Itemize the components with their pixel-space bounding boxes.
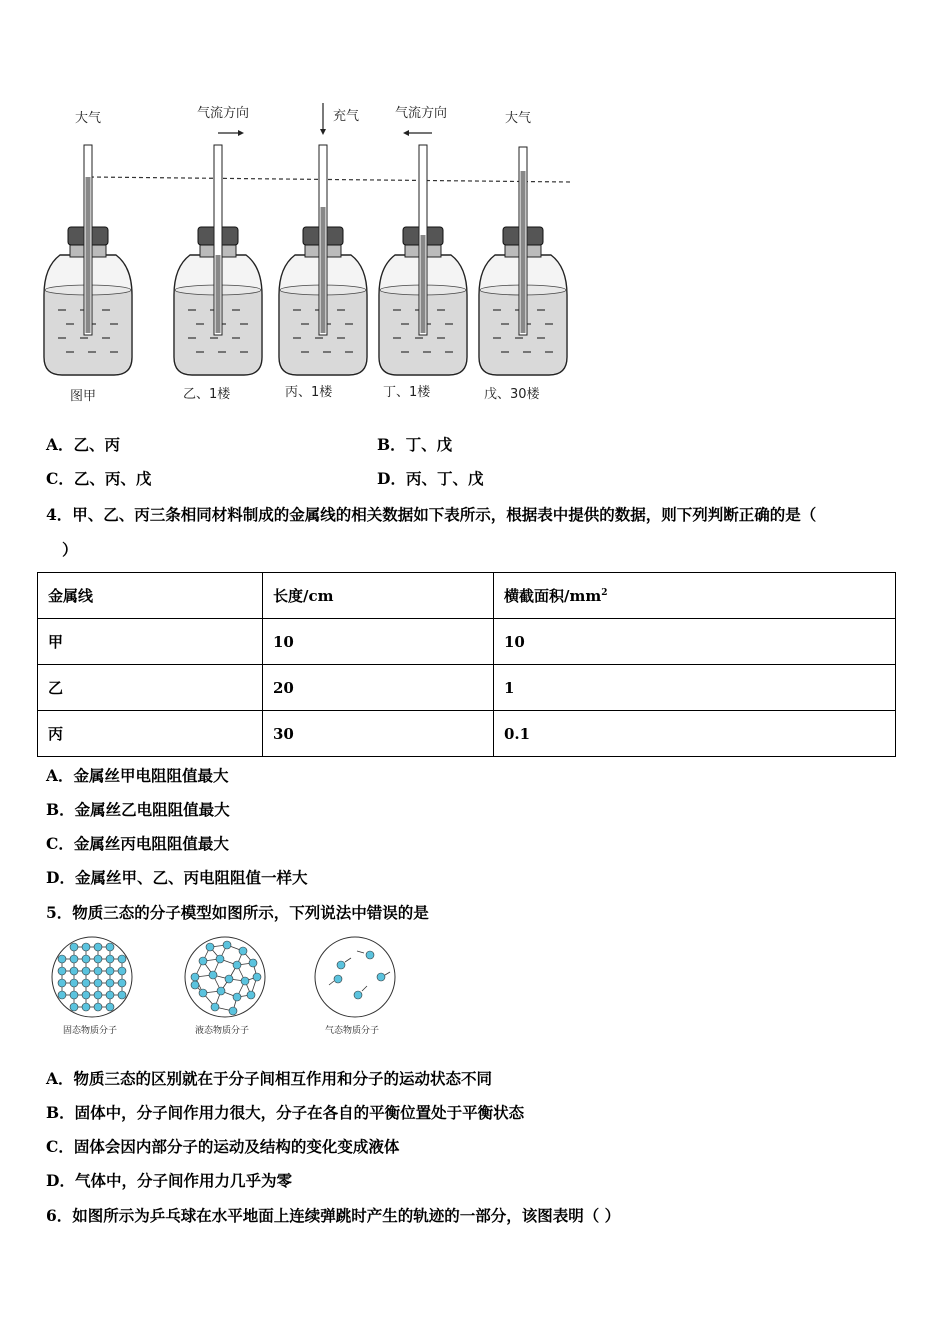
solid-molecule [106,943,114,951]
solid-molecule [70,967,78,975]
gas-molecule [337,961,345,969]
label-top-1: 大气 [75,111,102,126]
table-row [38,619,896,665]
solid-molecule [58,967,66,975]
cell-wire: 丙 [38,711,263,757]
gas-molecule [366,951,374,959]
q4-stem-line1: 4．甲、乙、丙三条相同材料制成的金属线的相关数据如下表所示，根据表中提供的数据，则下列判断正确的是（ [46,505,817,524]
liquid-molecule [199,989,207,997]
label-bottom-4: 丁、1楼 [383,385,431,400]
q4-option-d: D．金属丝甲、乙、丙电阻阻值一样大 [46,868,308,887]
solid-molecule [106,1003,114,1011]
bottles-figure [40,95,580,410]
q5-option-d: D．气体中，分子间作用力几乎为零 [46,1171,292,1190]
liquid-molecule [199,957,207,965]
header-wire: 金属线 [38,573,263,619]
solid-molecule [94,979,102,987]
solid-molecule [82,943,90,951]
solid-molecule [118,967,126,975]
solid-molecule [82,955,90,963]
arrow-head-1 [238,130,244,136]
table-row [38,665,896,711]
liquid-molecule [216,955,224,963]
label-bottom-2: 乙、1楼 [183,387,231,402]
solid-molecule [70,943,78,951]
liquid-molecule [249,959,257,967]
liquid-molecule [225,975,233,983]
liquid-molecule [217,987,225,995]
table-header-row [38,573,896,619]
q3-option-b: B．丁、戊 [377,435,453,454]
cell-wire: 甲 [38,619,263,665]
bottle [279,145,367,375]
liquid-molecule [253,973,261,981]
solid-molecule [118,979,126,987]
liquid-molecule [191,981,199,989]
liquid-molecule [247,991,255,999]
liquid-molecule [191,973,199,981]
solid-molecule [118,955,126,963]
q4-option-c: C．金属丝丙电阻阻值最大 [46,834,229,853]
header-length: 长度/cm [263,573,494,619]
solid-circle [52,937,132,1017]
solid-molecule [94,1003,102,1011]
solid-molecule [82,967,90,975]
liquid-molecule [233,993,241,1001]
wire-data-table [37,572,896,757]
solid-molecule [70,991,78,999]
solid-molecule [58,979,66,987]
liquid-molecule [229,1007,237,1015]
q5-option-b: B．固体中，分子间作用力很大，分子在各自的平衡位置处于平衡状态 [46,1103,525,1122]
solid-molecule [106,979,114,987]
solid-molecule [118,991,126,999]
q3-option-d: D．丙、丁、戊 [377,469,484,488]
label-liquid: 液态物质分子 [195,1026,250,1036]
solid-molecule [94,955,102,963]
arrow-head-2 [403,130,409,136]
liquid-molecule [239,947,247,955]
label-top-5: 大气 [505,111,532,126]
q5-stem: 5．物质三态的分子模型如图所示，下列说法中错误的是 [46,903,429,922]
q5-option-c: C．固体会因内部分子的运动及结构的变化变成液体 [46,1137,400,1156]
gas-molecule [354,991,362,999]
cell-length: 20 [263,665,494,711]
cell-area: 1 [494,665,896,711]
gas-molecule [334,975,342,983]
cell-wire: 乙 [38,665,263,711]
cell-length: 10 [263,619,494,665]
table-row [38,711,896,757]
molecule-figure [45,935,405,1040]
header-area [494,573,896,619]
solid-molecule [106,967,114,975]
cell-area: 10 [494,619,896,665]
solid-molecule [94,943,102,951]
arrow-head-charge [320,129,326,135]
liquid-molecule [233,961,241,969]
solid-molecule [94,967,102,975]
solid-molecule [106,991,114,999]
header-area-text: 横截面积/mm [504,587,602,605]
label-bottom-1: 图甲 [70,389,97,404]
cell-length: 30 [263,711,494,757]
label-top-4: 气流方向 [395,106,448,121]
bottle [379,145,467,375]
solid-molecule [82,979,90,987]
q3-option-c: C．乙、丙、戊 [46,469,152,488]
q4-option-b: B．金属丝乙电阻阻值最大 [46,800,230,819]
solid-molecule [58,955,66,963]
label-solid: 固态物质分子 [63,1026,118,1036]
q4-stem-line2: ） [62,540,78,559]
liquid-molecule [209,971,217,979]
label-top-3: 充气 [333,109,360,124]
reference-dashed-line [90,177,570,182]
q3-option-a: A．乙、丙 [46,435,121,454]
liquid-molecule [206,943,214,951]
liquid-molecule [241,977,249,985]
label-bottom-5: 戊、30楼 [484,387,540,402]
solid-molecule [58,991,66,999]
solid-molecule [82,991,90,999]
label-gas: 气态物质分子 [325,1026,380,1036]
bottle [44,145,132,375]
solid-molecule [106,955,114,963]
solid-molecule [94,991,102,999]
solid-molecule [70,1003,78,1011]
liquid-molecule [211,1003,219,1011]
bottle [174,145,262,375]
label-bottom-3: 丙、1楼 [285,385,333,400]
label-top-2: 气流方向 [197,106,250,121]
liquid-molecule [223,941,231,949]
gas-molecule [377,973,385,981]
solid-molecule [70,955,78,963]
solid-molecule [82,1003,90,1011]
q4-option-a: A．金属丝甲电阻阻值最大 [46,766,229,785]
solid-molecule [70,979,78,987]
header-area-sup: 2 [601,588,608,598]
q5-option-a: A．物质三态的区别就在于分子间相互作用和分子的运动状态不同 [46,1069,493,1088]
cell-area: 0.1 [494,711,896,757]
q6-stem: 6．如图所示为乒乓球在水平地面上连续弹跳时产生的轨迹的一部分，该图表明（ ） [46,1206,621,1225]
